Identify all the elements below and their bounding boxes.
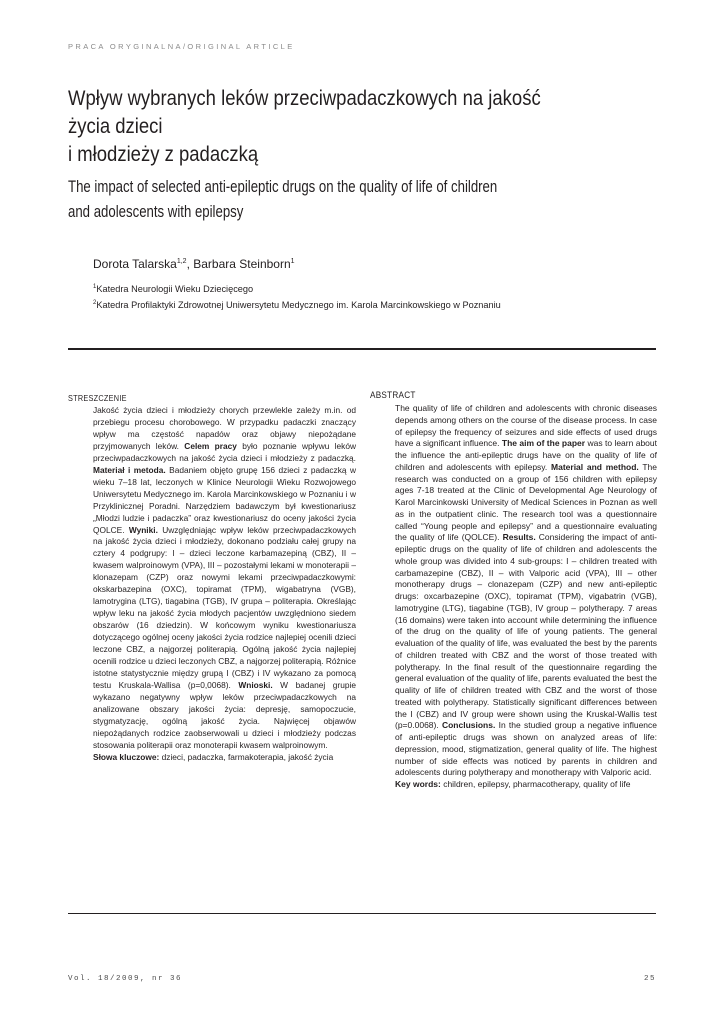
section-label: Materiał i metoda.: [93, 464, 166, 475]
affiliation: $^2$Katedra Profilaktyki Zdrowotnej Uniwersytetu Medycznego im. Karola Marcinkowskiego w Poznaniu: [93, 299, 501, 310]
top-divider: [68, 348, 656, 350]
title-polish: [68, 84, 584, 168]
keywords-label: Słowa kluczowe:: [93, 751, 160, 762]
author-affil-ref: 1: [290, 258, 295, 265]
section-label: Celem pracy: [184, 440, 237, 451]
section-label: The aim of the paper: [501, 438, 586, 449]
article-category: PRACA ORYGINALNA/ORIGINAL ARTICLE: [68, 42, 295, 51]
title-english: [68, 175, 580, 225]
abstract-body: The quality of life of children and adolescents with chronic diseases depends among others on the course of the disease process. In case of epilepsy the frequency of seizures and side effects of used drugs have a significant influence. The aim of the paper was to learn about the influence the anti-epileptic drugs have on the quality of life of children and adolescents with epilepsy. Material and method. The research was conducted on a group of 156 children with epilepsy ages 7-18 treated at the Clinic of Developmental Age Neurology of Karol Marcinkowski University of Medical Sciences in Poznan as well as in the outpatient clinic. The research tool was a questionnaire called “Young people and epilepsy” and a questionnaire evaluating the quality of life (QOLCE). Results. Considering the impact of anti-epileptic drugs on the quality of life of children and adolescents the whole group was divided into 4 sub-groups: I – children treated with carbamazepine (CBZ), II – with Valporic acid (VPA), III – other monotherapy drugs – clonazepam (CZP) and new anti-epileptic drugs: oxcarbazepine (OXC), topiramat (TPM), vigabatrin (VGB), lamotrygine (LTG), tiagabine (TGB), IV group – polytherapy. 7 areas (16 domains) were taken into account while determining the influence of the drug on the quality of life of young patients. The general evaluation of the quality of life, was evaluated the best by the parents of children treated with CBZ and the worst of those treated with polytherapy. In the final result of the questionnaire regarding the general evaluation of the quality of life, parents evaluated the best the quality of life of children treated with CBZ and the worst of those treated with polytherapy. Statistically significant differences between the I (CBZ) and IV group were shown using the Kruskal-Wallis test (p=0.0068). Conclusions. In the studied group a negative influence of anti-epileptic drugs was shown on analyzed areas of life: depression, mood, stigmatization, general quality of life. The highest number of side effects was noticed by parents in children and adolescents during polytherapy and monotherapy with Valporic acid. Key words: children, epilepsy, pharmacotherapy, quality of life: [395, 403, 658, 789]
bottom-divider: [68, 913, 656, 914]
title-polish-line-2: i młodzieży z padaczką: [68, 142, 259, 166]
affiliation: $^1$Katedra Neurologii Wieku Dziecięcego: [93, 284, 254, 295]
streszczenie-heading: STRESZCZENIE: [68, 393, 127, 403]
streszczenie-section: [68, 393, 356, 764]
section-label: Conclusions.: [441, 720, 496, 731]
abstract-heading: ABSTRACT: [370, 390, 416, 401]
abstract-section: [370, 390, 657, 791]
section-label: Material and method.: [551, 461, 639, 472]
author-affil-ref: 1,2: [176, 258, 187, 265]
author-separator: ,: [186, 257, 194, 271]
title-polish-line-1: Wpływ wybranych leków przeciwpadaczkowych na jakość życia dzieci: [68, 86, 541, 138]
journal-volume: Vol. 18/2009, nr 36: [68, 975, 183, 983]
keywords: dzieci, padaczka, farmakoterapia, jakość życia: [159, 751, 334, 762]
affiliations: [93, 281, 501, 312]
authors: [93, 257, 295, 271]
title-english-line-2: and adolescents with epilepsy: [68, 203, 244, 221]
section-label: Results.: [502, 532, 536, 543]
author-name: Barbara Steinborn: [193, 257, 291, 271]
section-label: Wyniki.: [128, 524, 158, 535]
keywords: children, epilepsy, pharmacotherapy, quality of life: [440, 779, 631, 789]
keywords-label: Key words:: [395, 779, 441, 789]
author-name: Dorota Talarska: [93, 257, 177, 271]
title-english-line-1: The impact of selected anti-epileptic drugs on the quality of life of children: [68, 178, 498, 196]
streszczenie-body: Jakość życia dzieci i młodzieży chorych przewlekle zależy m.in. od przebiegu procesu chorobowego. W przypadku padaczki znaczący wpływ ma częstość napadów oraz objawy niepożądane przyjmowanych leków. Celem pracy było poznanie wpływu leków przeciwpadaczkowych na jakość życia dzieci i młodzieży z padaczką. Materiał i metoda. Badaniem objęto grupę 156 dzieci z padaczką w wieku 7–18 lat, leczonych w Klinice Neurologii Wieku Rozwojowego Uniwersytetu Medycznego im. Karola Marcinkowskiego w Poznaniu i w Przyklinicznej Poradni. Narzędziem badawczym był kwestionariusz „Młodzi ludzie i padaczka” oraz kwestionariusz do oceny jakości życia QOLCE. Wyniki. Uwzględniając wpływ leków przeciwpadaczkowych na jakość życia dzieci i młodzieży, dokonano podziału całej grupy na cztery 4 podgrupy: I – dzieci leczone karbamazepiną (CBZ), II – kwasem walproinowym (VPA), III – pozostałymi lekami w monoterapii – klonazepam (CZP) oraz nowymi lekami przeciwpadaczkowymi: okskarbazepina (OXC), topiramat (TPM), wigabatryna (VGB), lamotrygina (LTG), tiagabina (TGB), IV grupa – politerapia. Określając wpływ leku na jakość życia młodych pacjentów uwzględniono siedem obszarów (16 dziedzin). W końcowym wyniku kwestionariusza dotyczącego ogólnej oceny jakości życia rodzice najlepiej ocenili dzieci leczone CBZ, a najgorzej politerapią. Ogólną jakość życia najlepiej ocenili rodzice u dzieci leczonych CBZ, a najgorzej politerapią. Różnice istotne statystycznie między grupą I (CBZ) i IV wykazano za pomocą testu Kruskala-Wallisa (p=0,0068). Wnioski. W badanej grupie wykazano negatywny wpływ leków przeciwpadaczkowych na analizowane obszary jakości życia: depresję, samopoczucie, stygmatyzację, ogólną jakość życia. Najwięcej objawów niepożądanych rodzice zaobserwowali u dzieci i młodzieży podczas stosowania politerapii oraz monoterapii kwasem walproinowym. Słowa kluczowe: dzieci, padaczka, farmakoterapia, jakość życia: [93, 405, 357, 762]
page-number: 25: [643, 975, 656, 983]
section-label: Wnioski.: [238, 679, 273, 690]
